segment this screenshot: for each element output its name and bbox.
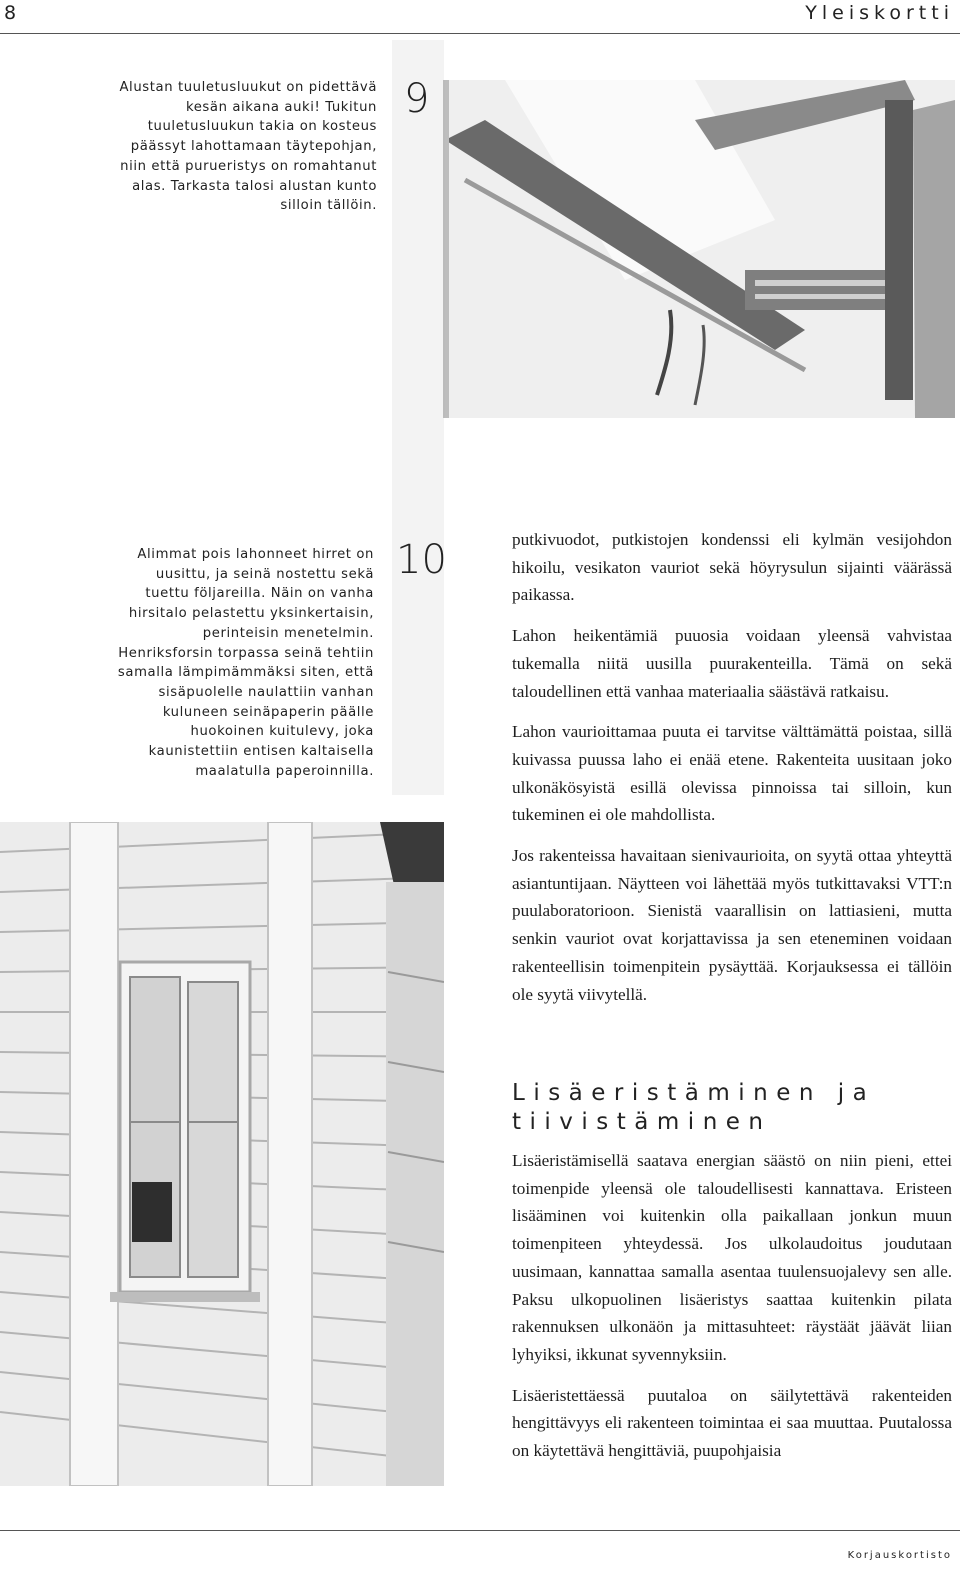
body-text-top [512, 526, 952, 1021]
crawlspace-photo-illustration [445, 80, 955, 418]
figure-number-band [392, 40, 444, 795]
figure-10-caption: Alimmat pois lahonneet hirret on uusittu, ja seinä nostettu sekä tuettu följareilla. Näin on vanha hirsitalo pelastettu yksinkertaisin, perinteisin menetelmin. Henriksforsin torpassa seinä tehtiin samalla lämpimämmäksi siten, että sisäpuolelle naulattiin vanhan kuluneen seinäpaperin päälle huokoinen kuitulevy, joka kaunistettiin entisen kaltaisella maalatulla paperoinnilla. [117, 547, 374, 779]
header-rule [0, 33, 960, 34]
section-heading: Lisäeristäminen ja tiivistäminen [512, 1080, 876, 1136]
figure-9-caption: Alustan tuuletusluukut on pidettävä kesän aikana auki! Tukitun tuuletusluukun takia on kosteus päässyt lahottamaan täytepohjan, niin että purueristys on romahtanut alas. Tarkasta talosi alustan kunto silloin tällöin. [119, 80, 377, 214]
figure-9-photo [443, 80, 955, 418]
running-head: Yleiskortti [805, 2, 954, 24]
figure-10-number: 10 [396, 537, 447, 583]
footer-label: Korjauskortisto [847, 1550, 952, 1561]
figure-9-number: 9 [404, 76, 430, 122]
body-paragraph: putkivuodot, putkistojen kondenssi eli kylmän vesijohdon hikoilu, vesikaton vauriot sekä höyrysulun sijainti väärässä paikassa. [512, 530, 952, 605]
footer-rule [0, 1530, 960, 1531]
body-paragraph: Jos rakenteissa havaitaan sienivaurioita, on syytä ottaa yhteyttä asiantuntijaan. Näytteen voi lähettää myös tutkittavaksi VTT:n puulaboratorioon. Sienistä vaarallisin on lattiasieni, mutta senkin vauriot ovat korjattavissa ja sen eteneminen voidaan rakenteellisin toimenpitein pysäyttää. Korjauksessa ei tällöin ole syytä viivytellä. [512, 846, 952, 1004]
figure-10-photo [0, 822, 444, 1486]
body-paragraph: Lisäeristämisellä saatava energian säästö on niin pieni, ettei toimenpide yleensä ole taloudellisesti kannattava. Eristeen lisääminen voi kuitenkin olla paikallaan jonkun muun toimenpiteen yhteydessä. Jos ulkolaudoitus joudutaan uusimaan, kannattaa samalla asentaa tuulensuojalevy sen alle. Paksu ulkopuolinen lisäeristys saattaa kuitenkin pilata rakennuksen ulkonäön ja mittasuhteet: räystäät jäävät liian lyhyiksi, ikkunat syvennyksiin. [512, 1151, 952, 1364]
page-number: 8 [4, 2, 17, 24]
section-body [512, 1147, 952, 1478]
body-paragraph: Lahon heikentämiä puuosia voidaan yleensä vahvistaa tukemalla niitä uusilla puurakenteilla. Tämä on sekä taloudellinen että vanhaa materiaalia säästävä ratkaisu. [512, 626, 952, 701]
body-paragraph: Lahon vaurioittamaa puuta ei tarvitse välttämättä poistaa, sillä kuivassa puussa laho ei enää etene. Rakenteita uusitaan joko ulkonäkösyistä esillä olevissa pinnoissa tai silloin, kun tukeminen ei ole mahdollista. [512, 722, 952, 825]
log-house-wall-illustration [0, 822, 444, 1486]
body-paragraph: Lisäeristettäessä puutaloa on säilytettävä rakenteiden hengittävyys eli rakenteen toimintaa ei saa muuttaa. Puutalossa on käytettävä hengittäviä, puupohjaisia [512, 1385, 952, 1461]
